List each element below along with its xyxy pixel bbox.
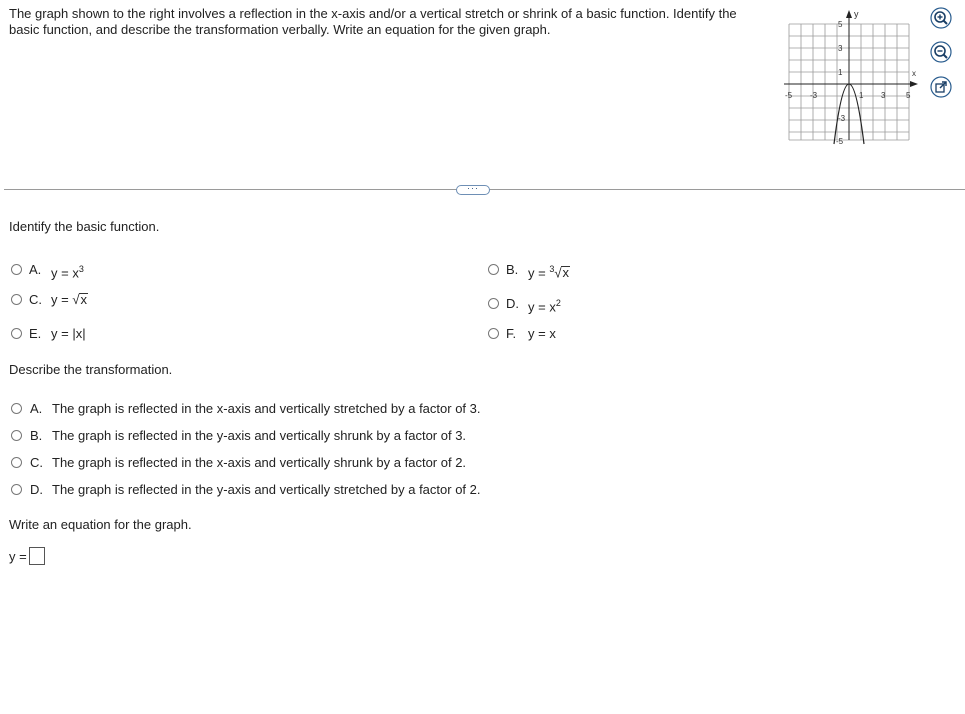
y-tick-label: -5	[836, 137, 844, 146]
option-letter: C.	[30, 455, 43, 470]
option-letter: D.	[506, 295, 519, 311]
radio-option-d[interactable]	[11, 484, 22, 495]
option-formula: $y = x^2$	[528, 298, 561, 315]
option-formula: y = x	[528, 326, 556, 341]
y-tick-label: 1	[838, 68, 843, 77]
option-letter: E.	[29, 326, 42, 341]
y-tick-label: -3	[838, 114, 846, 123]
part1-label: Identify the basic function.	[9, 219, 160, 234]
option-formula: y = √x	[51, 292, 87, 307]
x-axis-label: x	[912, 69, 916, 78]
x-tick-label: 5	[906, 91, 911, 100]
option-formula: y = $^3$√x	[528, 264, 569, 281]
option-text: The graph is reflected in the x-axis and vertically stretched by a factor of 3.	[52, 401, 481, 416]
radio-option-d[interactable]	[488, 298, 499, 309]
function-graph	[782, 6, 922, 146]
zoom-out-icon[interactable]	[930, 41, 952, 63]
y-tick-label: 3	[838, 44, 843, 53]
basic-function-option-e[interactable]	[11, 326, 86, 341]
transformation-option-d[interactable]	[11, 482, 481, 497]
radio-option-a[interactable]	[11, 403, 22, 414]
zoom-in-icon[interactable]	[930, 7, 952, 29]
radio-option-b[interactable]	[488, 264, 499, 275]
y-axis-arrow	[846, 10, 852, 18]
part2-label: Describe the transformation.	[9, 362, 173, 377]
radio-option-c[interactable]	[11, 294, 22, 305]
option-text: The graph is reflected in the y-axis and vertically stretched by a factor of 2.	[52, 482, 481, 497]
x-axis-arrow	[910, 81, 918, 87]
basic-function-option-a[interactable]	[11, 258, 84, 280]
radio-option-c[interactable]	[11, 457, 22, 468]
option-letter: A.	[29, 261, 42, 277]
basic-function-option-b[interactable]	[488, 258, 570, 280]
x-tick-label: -3	[810, 91, 818, 100]
transformation-option-a[interactable]	[11, 401, 481, 416]
option-letter: F.	[506, 326, 517, 341]
x-tick-label: 3	[881, 91, 886, 100]
equation-prefix: y =	[9, 548, 27, 564]
transformation-option-c[interactable]	[11, 455, 466, 470]
part3-label: Write an equation for the graph.	[9, 517, 192, 532]
question-prompt: The graph shown to the right involves a reflection in the x-axis and/or a vertical stretch or shrink of a basic function. Identify the basic function, and describe the transformation verbally. Write an equation for the given graph.	[9, 6, 737, 37]
radio-option-e[interactable]	[11, 328, 22, 339]
option-letter: D.	[30, 482, 43, 497]
option-letter: A.	[30, 401, 43, 416]
radio-option-a[interactable]	[11, 264, 22, 275]
basic-function-option-d[interactable]	[488, 292, 561, 314]
radio-option-f[interactable]	[488, 328, 499, 339]
equation-answer-row	[9, 547, 45, 565]
x-tick-label: -5	[785, 91, 793, 100]
popout-icon[interactable]	[930, 76, 952, 98]
equation-input-box[interactable]	[29, 547, 45, 565]
more-button[interactable]: ···	[456, 185, 490, 195]
y-axis-label: y	[854, 9, 859, 19]
option-letter: B.	[30, 428, 43, 443]
option-text: The graph is reflected in the y-axis and vertically shrunk by a factor of 3.	[52, 428, 467, 443]
option-formula: $y = x^3$	[51, 264, 84, 281]
option-text: The graph is reflected in the x-axis and vertically shrunk by a factor of 2.	[52, 455, 467, 470]
option-letter: B.	[506, 261, 519, 277]
radio-option-b[interactable]	[11, 430, 22, 441]
transformation-option-b[interactable]	[11, 428, 466, 443]
basic-function-option-c[interactable]	[11, 292, 88, 307]
option-letter: C.	[29, 292, 42, 307]
basic-function-option-f[interactable]	[488, 326, 556, 341]
y-tick-label: 5	[838, 20, 843, 29]
option-formula: y = |x|	[51, 326, 86, 341]
x-tick-label: 1	[859, 91, 864, 100]
